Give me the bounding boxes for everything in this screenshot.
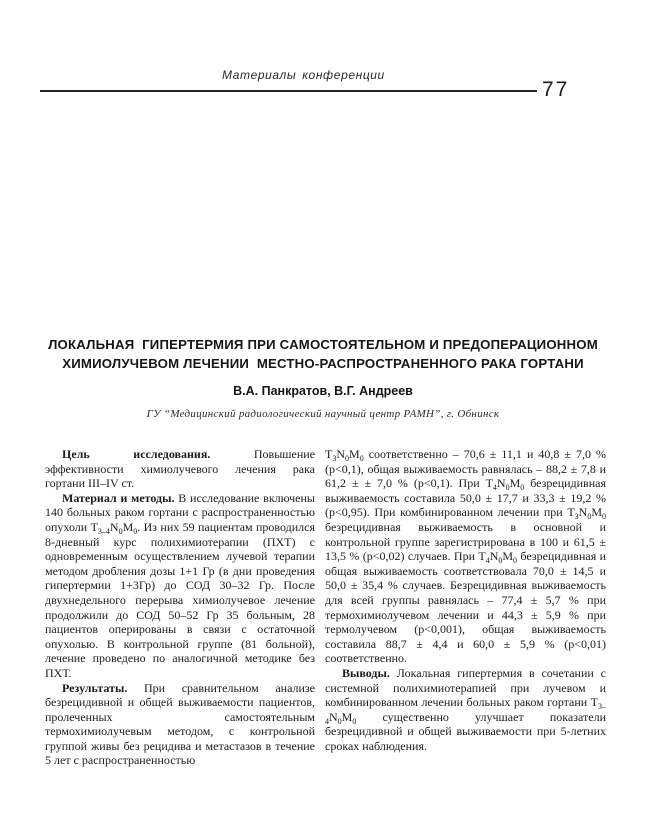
article-authors: В.А. Панкратов, В.Г. Андреев <box>233 384 413 398</box>
paragraph-lead: Цель исследования. <box>62 447 211 461</box>
running-head: Материалы конференции <box>222 68 385 82</box>
paragraph: Материал и методы. В исследование включены 140 больных раком гортани с распространенностью опухоли $Т_{3-4}N_0M_0$. Из них 59 пациентам проводился 8-дневный курс полихимиотерапии (ПХТ) с одновременным осуществлением лучевой терапии методом дробления дозы 1+1 Гр (в дни проведения гипертермии 1+3Гр) до СОД 30–32 Гр. После двухнедельного перерыва химиолучевое лечение продолжили до СОД 50–52 Гр 35 больным, 28 пациентов оперированы в связи с остаточной опухолью. В контрольной группе (81 больной), лечение проведено по аналогичной методике без ПХТ. <box>45 490 316 680</box>
paragraph: Выводы. Локальная гипертермия в сочетании с системной полихимиотерапией при лучевом и комбинированном лечении больных раком гортани $Т_{3-4}N_0M_0$ существенно улучшает показатели безрецидивной и общей выживаемости при 5-летних сроках наблюдения. <box>325 665 606 753</box>
article-affiliation: ГУ “Медицинский радиологический научный центр РАМН”, г. Обнинск <box>146 408 500 420</box>
article-title-line-1: ЛОКАЛЬНАЯ ГИПЕРТЕРМИЯ ПРИ САМОСТОЯТЕЛЬНОМ И ПРЕДОПЕРАЦИОННОМ <box>48 337 598 352</box>
left-column <box>45 447 315 768</box>
page-number: 77 <box>542 78 570 101</box>
paragraph-lead: Выводы. <box>342 665 390 680</box>
article-title <box>30 336 616 373</box>
right-column <box>325 447 606 768</box>
header-rule <box>40 90 537 92</box>
body-columns <box>45 447 606 768</box>
paragraph: Результаты. При сравнительном анализе безрецидивной и общей выживаемости пациентов, пролеченных самостоятельным термохимиолучевым методом, с контрольной группой живы без рецидива и метастазов в течение 5 лет с распространенностью <box>45 680 315 768</box>
paragraph-lead: Материал и методы. <box>62 490 175 505</box>
article-title-line-2: ХИМИОЛУЧЕВОМ ЛЕЧЕНИИ МЕСТНО-РАСПРОСТРАНЕННОГО РАКА ГОРТАНИ <box>62 355 584 371</box>
paragraph: Цель исследования. Повышение эффективности химиолучевого лечения рака гортани III–IV ст. <box>45 447 315 491</box>
paragraph: $Т_3N_0M_0$ соответственно – 70,6 ± 11,1 и 40,8 ± 7,0 % (р<0,1), общая выживаемость равнялась – 88,2 ± 7,8 и 61,2 ± ± 7,0 % (р<0,1). При $Т_4N_0M_0$ безрецидивная выживаемость составила 50,0 ± 17,7 и 33,3 ± 19,2 % (р<0,95). При комбинированном лечении при $Т_3N_0M_0$ безрецидивная выживаемость в основной и контрольной группе зарегистрирована в 100 и 61,5 ± 13,5 % (р<0,02) случаев. При $Т_4N_0M_0$ безрецидивная и общая выживаемость соответствовала 70,0 ± 14,5 и 50,0 ± 35,4 % случаев. Безрецидивная выживаемость для всей группы равнялась – 77,4 ± 5,7 % при термохимиолучевом лечении и 44,3 ± 5,9 % при термолучевом (р<0,001), общая выживаемость составила 88,7 ± 4,4 и 60,0 ± 5,9 % (р<0,01) соответственно. <box>325 447 607 666</box>
paragraph-lead: Результаты. <box>62 680 128 695</box>
